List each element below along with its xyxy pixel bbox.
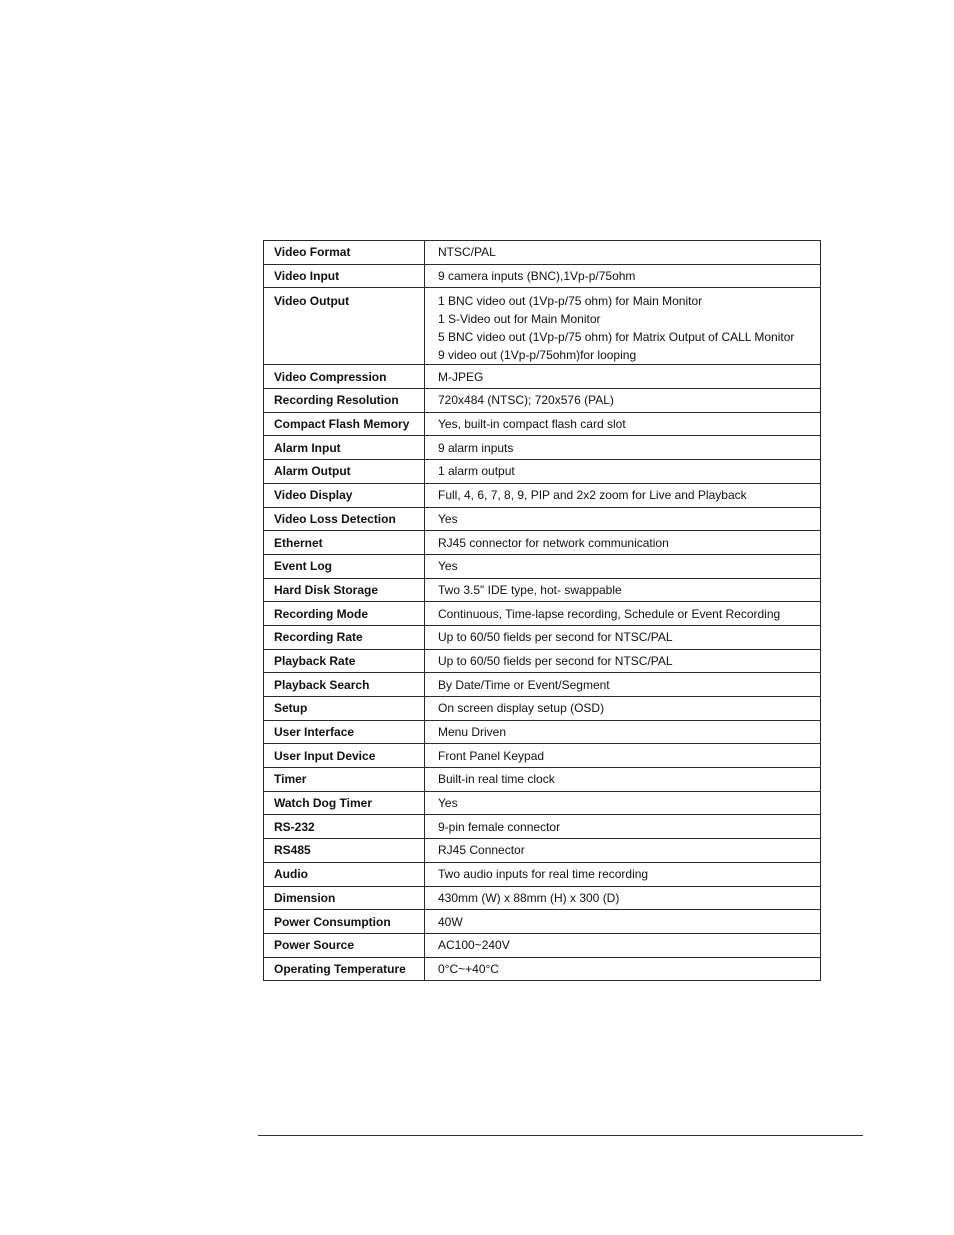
row-value: On screen display setup (OSD): [425, 697, 821, 721]
table-row: [264, 625, 821, 649]
row-value: 9 camera inputs (BNC),1Vp-p/75ohm: [425, 264, 821, 288]
spec-table: [263, 240, 821, 981]
row-value: Up to 60/50 fields per second for NTSC/PAL: [425, 649, 821, 673]
value-line: 1 S-Video out for Main Monitor: [438, 312, 601, 327]
row-label: Power Consumption: [264, 910, 425, 934]
row-value: Two 3.5" IDE type, hot- swappable: [425, 578, 821, 602]
row-label: Playback Search: [264, 673, 425, 697]
row-value: RJ45 Connector: [425, 839, 821, 863]
row-label: Operating Temperature: [264, 957, 425, 981]
table-row: [264, 815, 821, 839]
row-value: M-JPEG: [425, 365, 821, 389]
row-label: Alarm Input: [264, 436, 425, 460]
row-label: Video Output: [264, 288, 425, 365]
row-label: Hard Disk Storage: [264, 578, 425, 602]
row-label: User Interface: [264, 720, 425, 744]
table-row: [264, 460, 821, 484]
table-row: [264, 578, 821, 602]
table-row: [264, 673, 821, 697]
row-value: Continuous, Time-lapse recording, Schedule or Event Recording: [425, 602, 821, 626]
table-row: [264, 791, 821, 815]
row-value: Front Panel Keypad: [425, 744, 821, 768]
row-value: 9 alarm inputs: [425, 436, 821, 460]
row-value: AC100~240V: [425, 933, 821, 957]
value-line: 9 video out (1Vp-p/75ohm)for looping: [438, 348, 637, 363]
row-label: Recording Rate: [264, 625, 425, 649]
table-row: [264, 412, 821, 436]
row-value: Built-in real time clock: [425, 768, 821, 792]
row-label: Recording Resolution: [264, 389, 425, 413]
row-label: Setup: [264, 697, 425, 721]
row-label: Ethernet: [264, 531, 425, 555]
row-label: Event Log: [264, 554, 425, 578]
value-line: 1 BNC video out (1Vp-p/75 ohm) for Main Monitor: [438, 294, 703, 309]
table-row: [264, 436, 821, 460]
row-value: Yes: [425, 554, 821, 578]
table-row: [264, 389, 821, 413]
table-row: [264, 744, 821, 768]
row-value: Yes, built-in compact flash card slot: [425, 412, 821, 436]
table-row: [264, 649, 821, 673]
table-row: [264, 886, 821, 910]
table-row: [264, 933, 821, 957]
row-value: 9-pin female connector: [425, 815, 821, 839]
row-label: Video Input: [264, 264, 425, 288]
value-line: 5 BNC video out (1Vp-p/75 ohm) for Matrix Output of CALL Monitor: [438, 330, 795, 345]
table-row: [264, 697, 821, 721]
row-value: Full, 4, 6, 7, 8, 9, PIP and 2x2 zoom for Live and Playback: [425, 483, 821, 507]
row-label: RS-232: [264, 815, 425, 839]
table-row: [264, 241, 821, 265]
row-value: Yes: [425, 791, 821, 815]
row-value: NTSC/PAL: [425, 241, 821, 265]
row-value: 720x484 (NTSC); 720x576 (PAL): [425, 389, 821, 413]
row-label: User Input Device: [264, 744, 425, 768]
row-label: Playback Rate: [264, 649, 425, 673]
row-value: 0°C~+40°C: [425, 957, 821, 981]
row-value: 430mm (W) x 88mm (H) x 300 (D): [425, 886, 821, 910]
table-row: [264, 602, 821, 626]
row-value: Yes: [425, 507, 821, 531]
row-value: By Date/Time or Event/Segment: [425, 673, 821, 697]
row-value: Two audio inputs for real time recording: [425, 862, 821, 886]
row-label: Video Display: [264, 483, 425, 507]
row-value: RJ45 connector for network communication: [425, 531, 821, 555]
footer-divider: [258, 1135, 863, 1136]
row-label: Watch Dog Timer: [264, 791, 425, 815]
table-row: [264, 768, 821, 792]
table-row: [264, 839, 821, 863]
row-label: Power Source: [264, 933, 425, 957]
row-label: RS485: [264, 839, 425, 863]
row-label: Timer: [264, 768, 425, 792]
table-row: [264, 910, 821, 934]
table-row: [264, 365, 821, 389]
table-row: [264, 531, 821, 555]
row-value: 40W: [425, 910, 821, 934]
row-value: Menu Driven: [425, 720, 821, 744]
table-row: [264, 720, 821, 744]
table-row: [264, 862, 821, 886]
row-label: Compact Flash Memory: [264, 412, 425, 436]
row-label: Video Format: [264, 241, 425, 265]
row-label: Dimension: [264, 886, 425, 910]
row-label: Recording Mode: [264, 602, 425, 626]
row-label: Video Compression: [264, 365, 425, 389]
row-label: Video Loss Detection: [264, 507, 425, 531]
table-row: [264, 483, 821, 507]
row-value-multiline: [425, 288, 821, 365]
table-row: [264, 264, 821, 288]
row-value: Up to 60/50 fields per second for NTSC/PAL: [425, 625, 821, 649]
table-row: [264, 957, 821, 981]
table-row: [264, 507, 821, 531]
row-label: Alarm Output: [264, 460, 425, 484]
row-label: Audio: [264, 862, 425, 886]
table-row: [264, 554, 821, 578]
row-value: 1 alarm output: [425, 460, 821, 484]
table-row: [264, 288, 821, 365]
